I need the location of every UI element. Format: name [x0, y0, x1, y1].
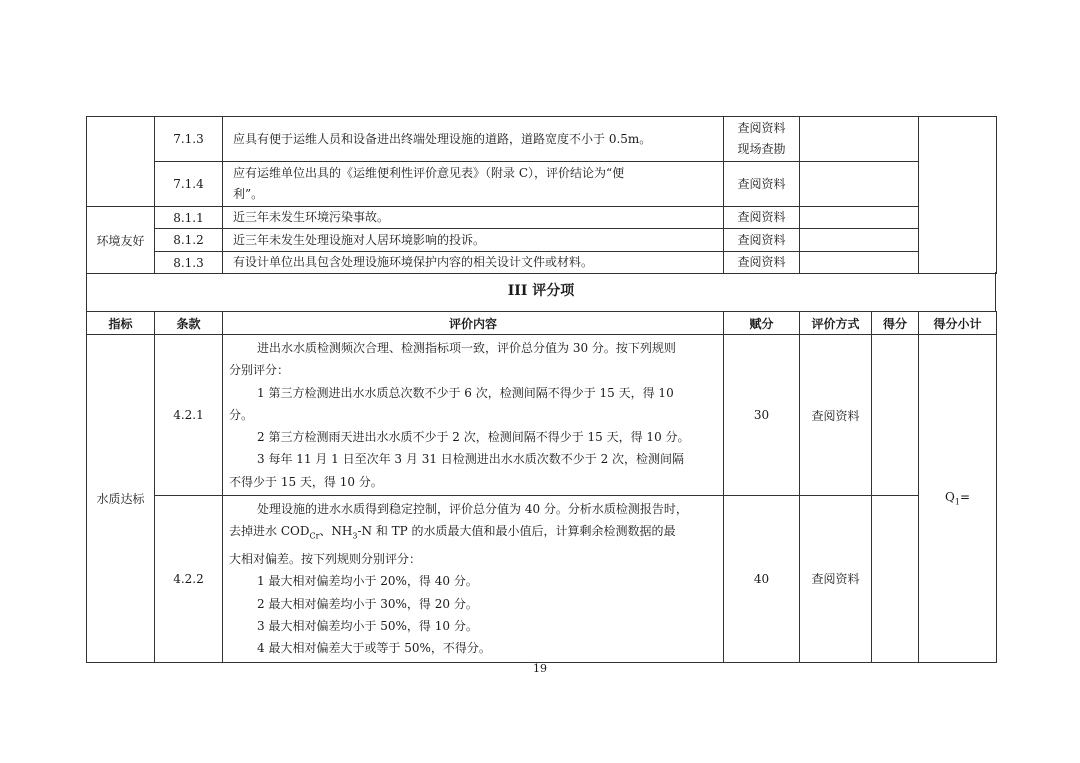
- content-line: 1 最大相对偏差均小于 20%，得 40 分。: [257, 574, 478, 589]
- clause-cell: 4.2.1: [155, 335, 223, 496]
- content-cell: 近三年未发生处理设施对人居环境影响的投诉。: [223, 229, 724, 252]
- subtotal-cell: [919, 117, 997, 274]
- content-cell: [223, 162, 724, 207]
- subtotal-cell: [919, 335, 997, 663]
- clause-cell: 7.1.4: [155, 162, 223, 207]
- score-cell: [800, 117, 919, 162]
- content-cell: [223, 496, 724, 662]
- content-line: 1 第三方检测进出水水质总次数不少于 6 次，检测间隔不得少于 15 天，得 10: [257, 385, 674, 400]
- section-title: III 评分项: [86, 272, 996, 311]
- nh-subscript: 3: [352, 531, 358, 541]
- method-cell: 查阅资料: [724, 229, 800, 252]
- content-line: 4 最大相对偏差大于或等于 50%，不得分。: [257, 641, 491, 656]
- table-row: [87, 207, 997, 229]
- score-cell: [800, 252, 919, 274]
- category-cell: [87, 117, 155, 207]
- score-cell: [872, 496, 919, 662]
- clause-cell: 4.2.2: [155, 496, 223, 662]
- method-line: 现场查勘: [737, 142, 786, 156]
- table-row: [87, 117, 997, 162]
- points-cell: 30: [724, 335, 800, 496]
- content-line: 应有运维单位出具的《运维便利性评价意见表》（附录 C），评价结论为“便: [233, 166, 625, 180]
- clause-cell: 8.1.3: [155, 252, 223, 274]
- table-row: [87, 496, 997, 662]
- score-cell: [872, 335, 919, 496]
- top-table: [86, 116, 997, 274]
- content-line: 进出水水质检测频次合理、检测指标项一致，评价总分值为 30 分。按下列规则: [257, 341, 676, 355]
- table-row: [87, 162, 997, 207]
- content-fragment: 去掉进水 COD: [229, 524, 310, 539]
- category-cell: 环境友好: [87, 207, 155, 274]
- subtotal-subscript: 1: [954, 497, 960, 507]
- clause-cell: 7.1.3: [155, 117, 223, 162]
- header-points: 赋分: [724, 312, 800, 335]
- method-cell: 查阅资料: [724, 162, 800, 207]
- content-line: 不得少于 15 天，得 10 分。: [229, 474, 383, 489]
- content-line: 3 最大相对偏差均小于 50%，得 10 分。: [257, 618, 478, 633]
- content-line: 利”。: [233, 187, 264, 201]
- content-fragment: 、NH: [319, 524, 353, 539]
- header-clause: 条款: [155, 312, 223, 335]
- method-cell: 查阅资料: [724, 207, 800, 229]
- header-content: 评价内容: [223, 312, 724, 335]
- method-cell: 查阅资料: [800, 335, 872, 496]
- content-line: 大相对偏差。按下列规则分别评分：: [229, 552, 422, 567]
- clause-cell: 8.1.2: [155, 229, 223, 252]
- clause-cell: 8.1.1: [155, 207, 223, 229]
- content-line: 2 最大相对偏差均小于 30%，得 20 分。: [257, 596, 478, 611]
- table-row: [87, 335, 997, 496]
- table-row: [87, 252, 997, 274]
- points-cell: 40: [724, 496, 800, 662]
- header-indicator: 指标: [87, 312, 155, 335]
- page-number: 19: [533, 662, 547, 675]
- content-line: 处理设施的进水水质得到稳定控制，评价总分值为 40 分。分析水质检测报告时，: [257, 502, 688, 517]
- score-cell: [800, 162, 919, 207]
- category-label: 水质达标: [96, 491, 145, 506]
- content-line: 分别评分：: [229, 363, 290, 378]
- header-subtotal: 得分小计: [919, 312, 997, 335]
- score-table: [86, 311, 997, 663]
- score-cell: [800, 229, 919, 252]
- subtotal-suffix: =: [959, 490, 970, 505]
- content-line: [229, 520, 718, 548]
- content-fragment: -N 和 TP 的水质最大值和最小值后，计算剩余检测数据的最: [357, 524, 676, 539]
- cod-subscript: Cr: [309, 531, 320, 541]
- header-score: 得分: [872, 312, 919, 335]
- content-line: 分。: [229, 407, 254, 422]
- score-cell: [800, 207, 919, 229]
- method-cell: 查阅资料: [724, 252, 800, 274]
- content-cell: 有设计单位出具包含处理设施环境保护内容的相关设计文件或材料。: [223, 252, 724, 274]
- content-cell: 应具有便于运维人员和设备进出终端处理设施的道路，道路宽度不小于 0.5m。: [223, 117, 724, 162]
- content-line: 2 第三方检测雨天进出水水质不少于 2 次，检测间隔不得少于 15 天，得 10 分。: [257, 430, 690, 445]
- content-line: 3 每年 11 月 1 日至次年 3 月 31 日检测进出水水质次数不少于 2 次，检测间隔: [257, 452, 685, 467]
- header-method: 评价方式: [800, 312, 872, 335]
- content-cell: [223, 335, 724, 496]
- content-cell: 近三年未发生环境污染事故。: [223, 207, 724, 229]
- method-cell: 查阅资料: [800, 496, 872, 662]
- category-cell: [87, 335, 155, 663]
- method-cell: [724, 117, 800, 162]
- method-line: 查阅资料: [737, 121, 786, 135]
- table-row: [87, 229, 997, 252]
- header-row: [87, 312, 997, 335]
- subtotal-label: Q: [945, 490, 955, 505]
